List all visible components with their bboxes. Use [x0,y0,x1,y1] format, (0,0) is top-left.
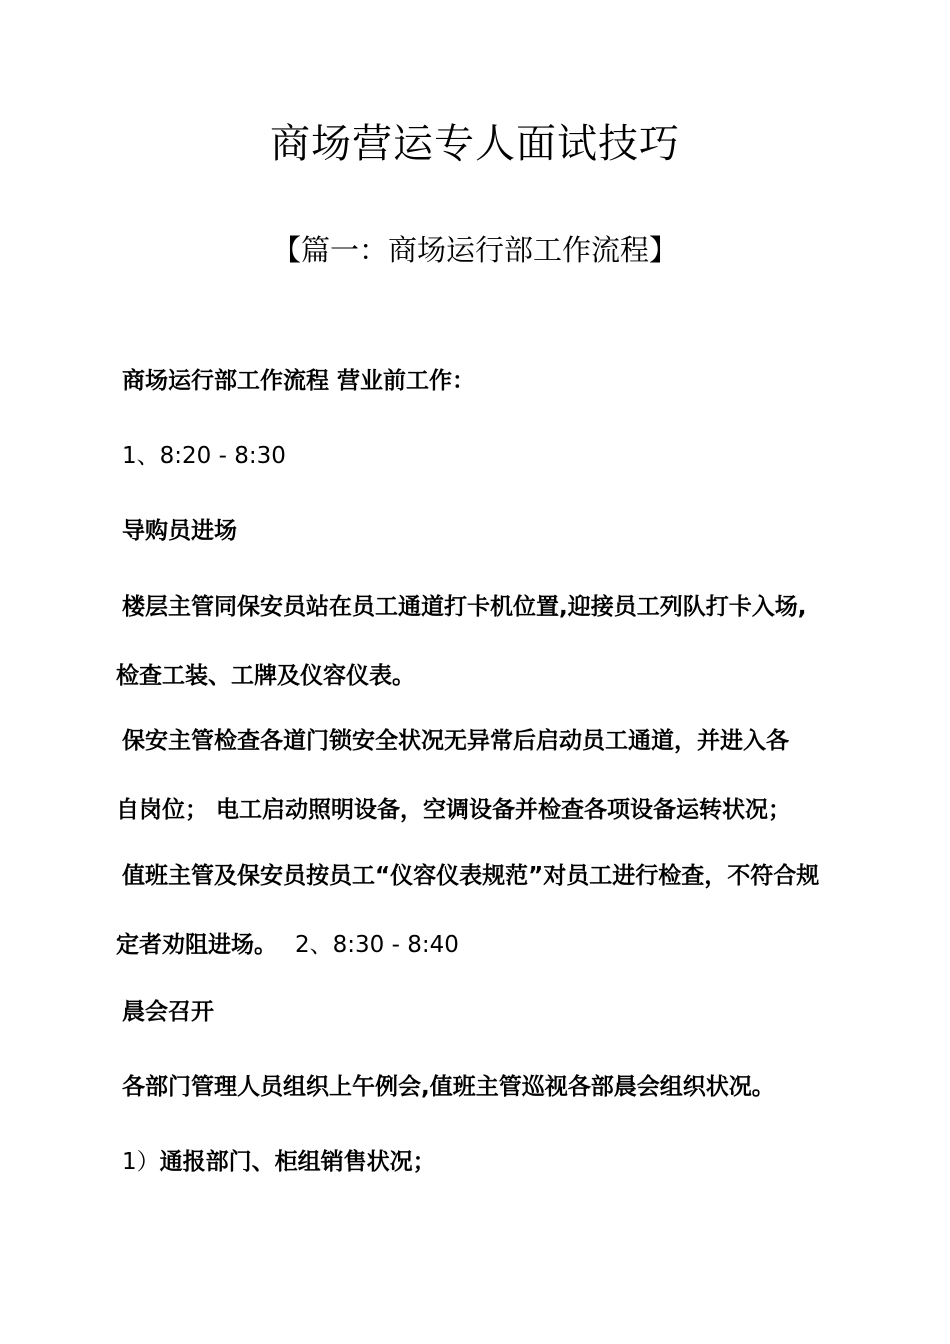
paragraph-staff-entry: 导购员进场 [122,518,237,544]
list-number: 1） [122,1149,160,1175]
document-subtitle: 【篇一：商场运行部工作流程】 [271,233,678,267]
paragraph-line: 楼层主管同保安员站在员工通道打卡机位置,迎接员工列队打卡入场, [122,594,807,620]
list-text: 通报部门、柜组销售状况； [159,1149,436,1175]
paragraph-duty-supervisor [116,857,846,959]
paragraph-security-supervisor [116,722,846,824]
document-title: 商场营运专人面试技巧 [270,121,680,167]
paragraph-line [116,926,846,959]
paragraph-time-1: 1、8:20 - 8:30 [122,443,286,469]
paragraph-meeting-detail: 各部门管理人员组织上午例会,值班主管巡视各部晨会组织状况。 [122,1074,775,1100]
paragraph-line: 保安主管检查各道门锁安全状况无异常后启动员工通道，并进入各 [122,728,789,754]
paragraph-line: 值班主管及保安员按员工“仪容仪表规范”对员工进行检查，不符合规 [122,863,820,889]
paragraph-line: 自岗位； 电工启动照明设备，空调设备并检查各项设备运转状况； [116,797,792,823]
paragraph-list-item-1 [116,1143,852,1176]
paragraph-text: 定者劝阻进场。 [116,932,277,958]
paragraph-line: 检查工装、工牌及仪容仪表。 [116,663,415,689]
paragraph-morning-meeting: 晨会召开 [122,999,214,1025]
paragraph-floor-supervisor [116,588,846,690]
paragraph-time-2: 2、8:30 - 8:40 [295,932,459,958]
paragraph-section-heading: 商场运行部工作流程 营业前工作： [122,368,476,394]
